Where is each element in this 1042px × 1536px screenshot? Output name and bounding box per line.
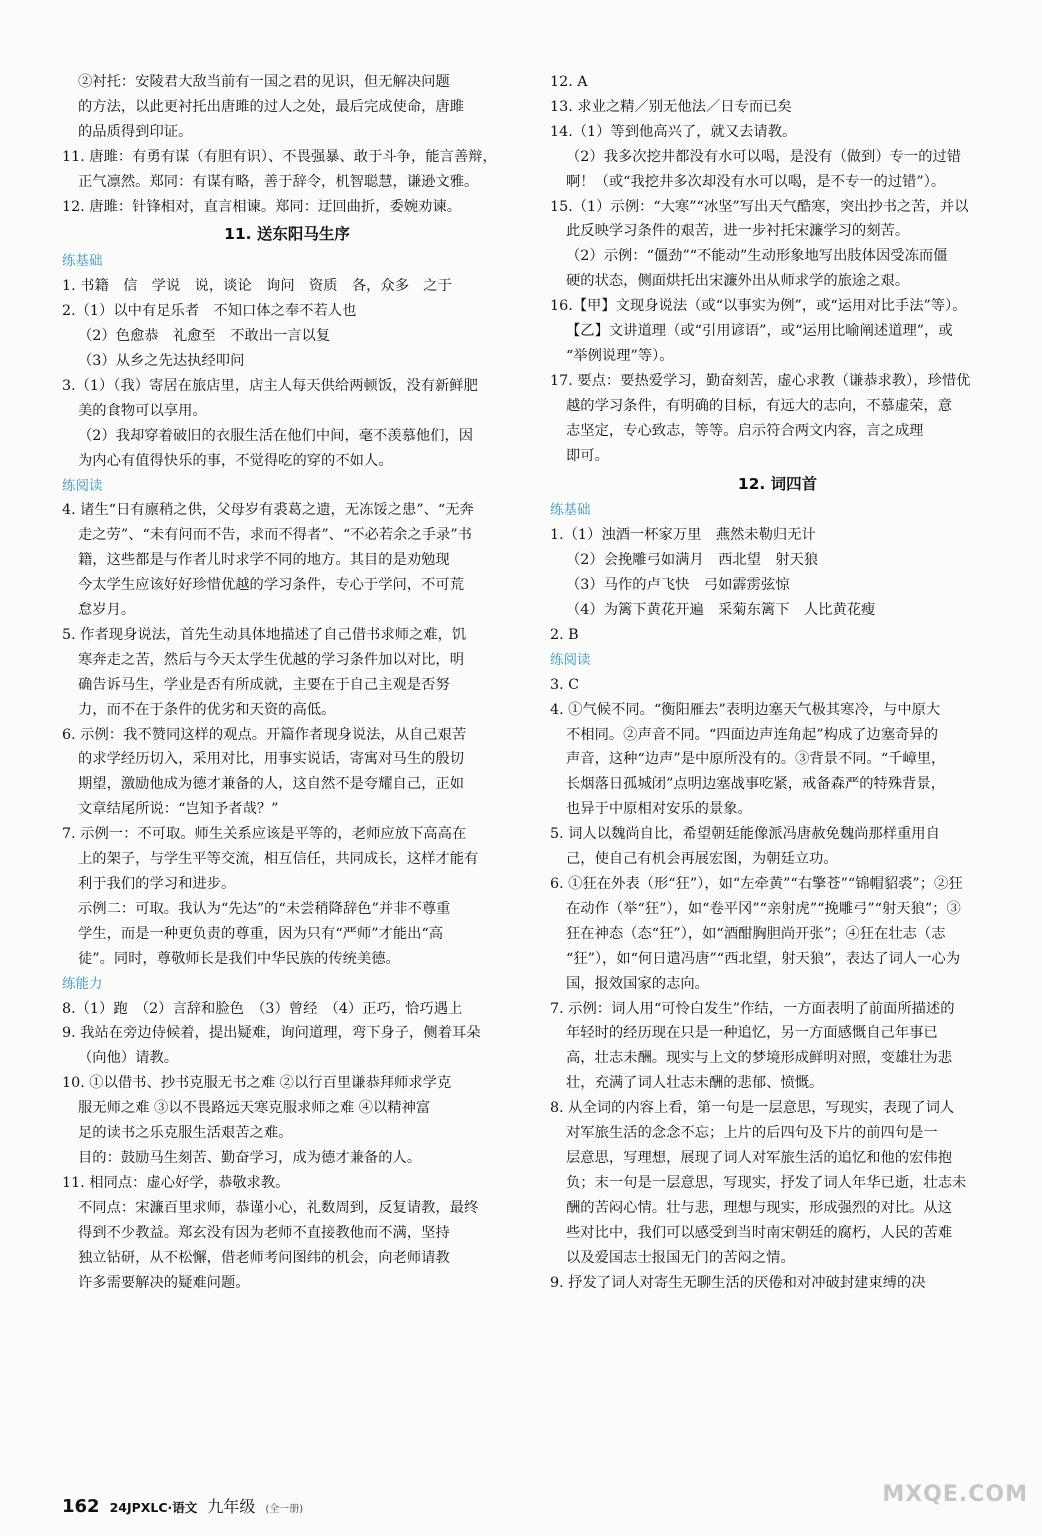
series-code: 24JPXLC·语文 [109, 1500, 198, 1515]
text-line: 许多需要解决的疑难问题。 [78, 1274, 250, 1291]
text-line: 不相同。②声音不同。“四面边声连角起”构成了边塞奇异的 [566, 726, 939, 743]
text-line: ②衬托：安陵君大敌当前有一国之君的见识，但无解决问题 [78, 74, 450, 90]
text-line: （4）为篱下黄花开遍 采菊东篱下 人比黄花瘦 [566, 602, 876, 619]
text-line: 3.（1）（我）寄居在旅店里，店主人每天供给两顿饭，没有新鲜肥 [62, 377, 478, 394]
watermark-logo: MXQE.COM [882, 1482, 1028, 1507]
text-line: 年轻时的经历现在只是一种追忆，另一方面感慨自己年事已 [566, 1025, 938, 1042]
text-line: 11. 相同点：虚心好学，恭敬求教。 [62, 1174, 290, 1191]
text-line: 3. C [550, 676, 580, 693]
text-line: 啊！（或“我挖井多次却没有水可以喝，是不专一的过错”）。 [566, 173, 946, 190]
text-line: （2）示例：“僵劲”“不能动”生动形象地写出肢体因受冻而僵 [566, 248, 948, 265]
text-line: （2）我却穿着破旧的衣服生活在他们中间，毫不羡慕他们，因 [78, 427, 474, 444]
text-line: 1. 书籍 信 学说 说，谈论 询问 资质 各，众多 之于 [62, 278, 452, 295]
page-number: 162 [62, 1496, 100, 1517]
text-line: （2）会挽雕弓如满月 西北望 射天狼 [566, 552, 819, 569]
text-line: 7. 示例一：不可取。师生关系应该是平等的，老师应放下高高在 [62, 826, 467, 843]
text-line: 2.（1）以中有足乐者 不知口体之奉不若人也 [62, 303, 357, 320]
text-line: 上的架子，与学生平等交流，相互信任，共同成长，这样才能有 [78, 851, 479, 868]
text-line: 7. 示例：词人用“可怜白发生”作结，一方面表明了前面所描述的 [550, 1000, 955, 1017]
text-line: 声音，这种“边声”是中原所没有的。③背景不同。“千嶂里， [566, 751, 946, 768]
text-line: 5. 作者现身说法，首先生动具体地描述了自己借书求师之难，饥 [62, 626, 467, 643]
section-label: 练阅读 [550, 651, 591, 668]
text-line: 2. B [550, 626, 579, 643]
text-line: 15.（1）示例：“大寒”“冰坚”写出天气酷寒，突出抄书之苦，并以 [550, 198, 969, 215]
page-footer [62, 1494, 303, 1516]
text-line: 得到不少教益。郑玄没有因为老师不直接教他而不满，坚持 [78, 1224, 450, 1241]
text-line: 不同点：宋濂百里求师，恭谨小心，礼数周到，反复请教，最终 [78, 1199, 479, 1216]
text-line: 以及爱国志士报国无门的苦闷之情。 [566, 1249, 795, 1266]
text-line: 正气凛然。郑同：有谋有略，善于辞令，机智聪慧，谦逊文雅。 [78, 173, 479, 190]
text-line: 对军旅生活的念念不忘；上片的后四句及下片的前四句是一 [566, 1125, 938, 1142]
text-line: 今太学生应该好好珍惜优越的学习条件，专心于学问，不可荒 [78, 577, 465, 594]
text-line: 在动作（举“狂”），如“卷平冈”“亲射虎”“挽雕弓”“射天狼”；③ [566, 900, 961, 917]
section-label: 练基础 [62, 253, 103, 270]
text-line: 5. 词人以魏尚自比，希望朝廷能像派冯唐赦免魏尚那样重用自 [550, 826, 940, 843]
section-label: 练能力 [62, 975, 103, 992]
right-column [550, 70, 1005, 1295]
text-line: 9. 抒发了词人对寄生无聊生活的厌倦和对冲破封建束缚的决 [550, 1274, 926, 1291]
text-line: （3）马作的卢飞快 弓如霹雳弦惊 [566, 577, 790, 594]
section-heading: 12. 词四首 [737, 474, 818, 493]
text-line: 高，壮志未酬。现实与上文的梦境形成鲜明对照，变雄壮为悲 [566, 1050, 953, 1067]
text-line: “狂”），如“何日遣冯唐”“西北望，射天狼”，表达了词人一心为 [566, 950, 961, 967]
text-line: 为内心有值得快乐的事，不觉得吃的穿的不如人。 [78, 452, 393, 469]
text-line: 志坚定，专心致志，等等。启示符合两文内容，言之成理 [566, 422, 924, 439]
text-line: 11. 唐雎：有勇有谋（有胆有识）、不畏强暴、敢于斗争，能言善辩， [62, 148, 497, 165]
grade-label: 九年级 [207, 1497, 256, 1516]
text-line: （3）从乡之先达执经叩问 [78, 352, 245, 369]
text-line: 即可。 [566, 447, 609, 464]
text-line: 些对比中，我们可以感受到当时南宋朝廷的腐朽，人民的苦难 [566, 1224, 953, 1241]
text-line: 文章结尾所说：“岂知予者哉？” [78, 801, 279, 818]
text-line: 壮，充满了词人壮志未酬的悲郁、愤慨。 [566, 1075, 824, 1092]
text-line: （2）色愈恭 礼愈至 不敢出一言以复 [78, 328, 331, 345]
text-line: 籍，这些都是与作者儿时求学不同的地方。其目的是劝勉现 [78, 552, 450, 569]
volume-note: (全一册) [265, 1504, 304, 1515]
text-line: 酬的苦闷心情。壮与悲，理想与现实，形成强烈的对比。从这 [566, 1199, 953, 1216]
text-line: 的方法，以此更衬托出唐雎的过人之处，最后完成使命，唐雎 [78, 98, 465, 115]
text-line: 17. 要点：要热爱学习，勤奋刻苦，虚心求教（谦恭求教），珍惜优 [550, 372, 971, 389]
text-line: 14.（1）等到他高兴了，就又去请教。 [550, 123, 797, 140]
text-line: 期望，激励他成为德才兼备的人，这自然不是夸耀自己，正如 [78, 776, 465, 793]
text-line: 此反映学习条件的艰苦，进一步衬托宋濂学习的刻苦。 [566, 223, 910, 240]
text-line: 目的：鼓励马生刻苦、勤奋学习，成为德才兼备的人。 [78, 1149, 422, 1166]
section-label: 练基础 [550, 502, 591, 519]
text-line: 独立钻研，从不松懈，借老师考问图纬的机会，向老师请教 [78, 1249, 450, 1266]
text-line: 硬的状态，侧面烘托出宋濂外出从师求学的旅途之艰。 [566, 273, 910, 290]
text-line: 层意思，写理想，展现了词人对军旅生活的追忆和他的宏伟抱 [566, 1149, 953, 1166]
text-line: 己，使自己有机会再展宏图，为朝廷立功。 [566, 851, 838, 868]
text-line: 国，报效国家的志向。 [566, 975, 709, 992]
text-line: 长烟落日孤城闭”点明边塞战事吃紧，戒备森严的特殊背景， [566, 776, 946, 793]
text-line: 13. 求业之精／别无他法／日专而已矣 [550, 98, 792, 115]
text-line: 徒”。同时，尊敬师长是我们中华民族的传统美德。 [78, 950, 400, 967]
text-line: 越的学习条件，有明确的目标，有远大的志向，不慕虚荣，意 [566, 397, 953, 414]
text-line: 【乙】文讲道理（或“引用谚语”，或“运用比喻阐述道理”，或 [566, 323, 953, 340]
text-line: 8.（1）跑 （2）言辞和脸色 （3）曾经 （4）正巧，恰巧遇上 [62, 1000, 463, 1017]
text-line: 美的食物可以享用。 [78, 402, 207, 419]
text-line: 16.【甲】文现身说法（或“以事实为例”，或“运用对比手法”等）。 [550, 298, 967, 315]
text-line: 负；末一句是一层意思，写现实，抒发了词人年华已逝，壮志未 [566, 1174, 967, 1191]
text-line: 走之劳”、“未有问而不告，求而不得者”、“不必若余之手录”书 [78, 527, 472, 544]
text-line: 12. A [550, 74, 588, 90]
text-line: （向他）请教。 [78, 1050, 179, 1067]
section-label: 练阅读 [62, 477, 103, 494]
text-line: 服无师之难 ③以不畏路远天寒克服求师之难 ④以精神富 [78, 1100, 431, 1117]
text-line: 足的读书之乐克服生活艰苦之难。 [78, 1125, 293, 1142]
text-line: 怠岁月。 [78, 602, 136, 619]
text-line: 也异于中原相对安乐的景象。 [566, 801, 752, 818]
text-line: 8. 从全词的内容上看，第一句是一层意思，写现实，表现了词人 [550, 1100, 955, 1117]
text-line: 4. ①气候不同。“衡阳雁去”表明边塞天气极其寒冷，与中原大 [550, 701, 941, 718]
text-line: 10. ①以借书、抄书克服无书之难 ②以行百里谦恭拜师求学克 [62, 1075, 452, 1092]
text-line: 12. 唐雎：针锋相对，直言相谏。郑同：迂回曲折，委婉劝谏。 [62, 198, 461, 215]
text-line: 6. ①狂在外表（形“狂”），如“左牵黄”“右擎苍”“锦帽貂裘”；②狂 [550, 876, 963, 892]
text-line: 利于我们的学习和进步。 [78, 876, 236, 892]
text-line: 6. 示例：我不赞同这样的观点。开篇作者现身说法，从自己艰苦 [62, 726, 467, 743]
text-line: 狂在神态（态“狂”），如“酒酣胸胆尚开张”；④狂在壮志（志 [566, 925, 946, 942]
text-line: 的品质得到印证。 [78, 123, 193, 140]
text-line: 确告诉马生，学业是否有所成就，主要在于自己主观是否努 [78, 676, 450, 693]
text-line: 9. 我站在旁边侍候着，提出疑难，询问道理，弯下身子，侧着耳朵 [62, 1025, 481, 1042]
text-line: 力，而不在于条件的优劣和天资的高低。 [78, 701, 336, 718]
text-line: “举例说理”等）。 [566, 347, 674, 364]
text-line: 示例二：可取。我认为“先达”的“未尝稍降辞色”并非不尊重 [78, 900, 451, 917]
text-line: 寒奔走之苦，然后与今天太学生优越的学习条件加以对比，明 [78, 651, 465, 668]
text-line: 的求学经历切入，采用对比，用事实说话，寄寓对马生的殷切 [78, 751, 465, 768]
text-line: 4. 诸生“日有廪稍之供，父母岁有裘葛之遗，无冻馁之患”、“无奔 [62, 502, 474, 519]
text-line: 1.（1）浊酒一杯家万里 燕然未勒归无计 [550, 527, 816, 544]
text-line: （2）我多次挖井都没有水可以喝，是没有（做到）专一的过错 [566, 148, 962, 165]
left-column [62, 70, 512, 1295]
text-line: 学生，而是一种更负责的尊重，因为只有“严师”才能出“高 [78, 925, 444, 942]
section-heading: 11. 送东阳马生序 [224, 225, 350, 244]
